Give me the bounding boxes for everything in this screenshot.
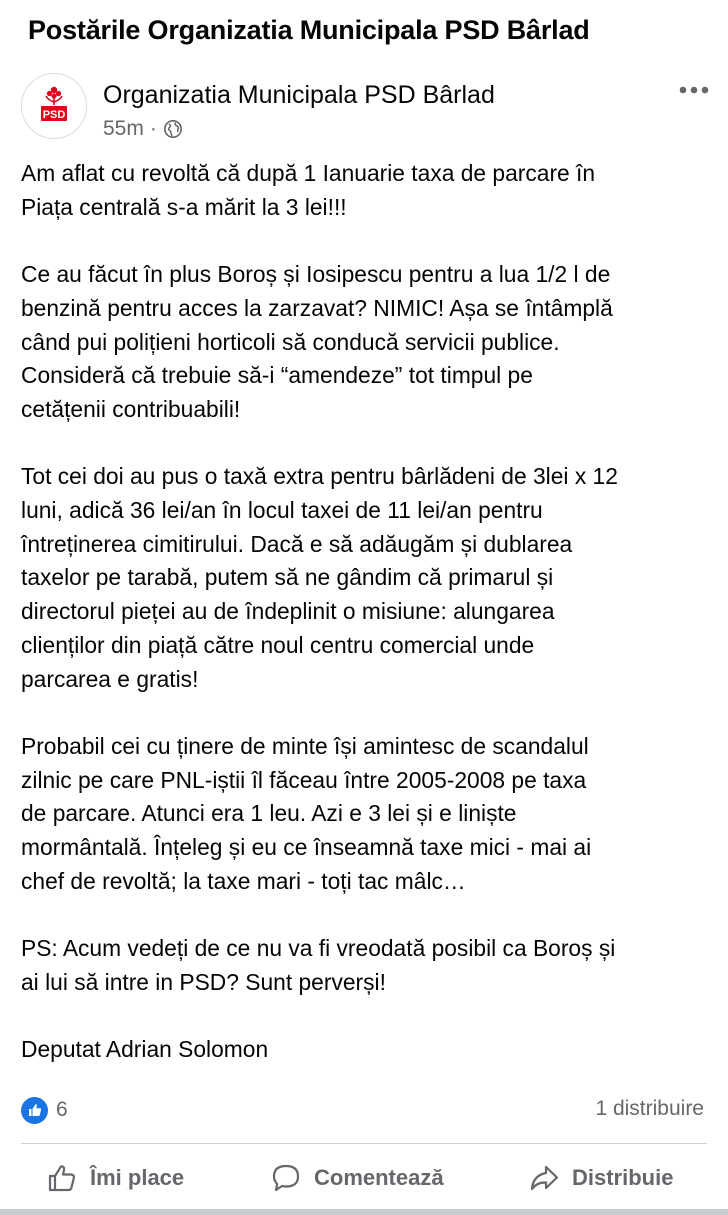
post-text-line: Ce au făcut în plus Boroș și Iosipescu pentru a lua 1/2 l de — [21, 261, 611, 288]
paragraph-gap — [21, 898, 721, 932]
post-text-line: Consideră că trebuie să-i “amendeze” tot timpul pe — [21, 362, 533, 389]
reaction-summary[interactable] — [21, 1096, 68, 1124]
paragraph-gap — [21, 427, 721, 461]
avatar-label: PSD — [42, 109, 66, 121]
share-count[interactable]: 1 distribuire — [595, 1097, 704, 1120]
post-text-line: PS: Acum vedeți de ce nu va fi vreodată posibil ca Boroș și — [21, 935, 616, 962]
paragraph-gap — [21, 696, 721, 730]
divider — [21, 1143, 707, 1144]
paragraph-gap — [21, 224, 721, 258]
like-reaction-icon — [21, 1097, 48, 1124]
post-text-line: mormântală. Înțeleg și eu ce înseamnă taxe mici - mai ai — [21, 834, 592, 861]
globe-icon — [163, 119, 183, 139]
comment-label: Comentează — [314, 1165, 444, 1190]
post-text-line: Piața centrală s-a mărit la 3 lei!!! — [21, 193, 347, 220]
post-text-line: Am aflat cu revoltă că după 1 Ianuarie taxa de parcare în — [21, 160, 596, 186]
post-text-line: întreținerea cimitirului. Dacă e să adăugăm și dublarea — [21, 530, 573, 557]
author-name[interactable]: Organizatia Municipala PSD Bârlad — [103, 81, 495, 109]
post-text-line: chef de revoltă; la taxe mari - toți tac mâlc… — [21, 867, 466, 894]
comment-icon — [270, 1162, 302, 1194]
share-arrow-icon — [528, 1162, 560, 1194]
post-actions — [0, 1150, 728, 1206]
post-text-line: taxelor pe tarabă, putem să ne gândim că primarul și — [21, 564, 554, 591]
post-text-line: luni, adică 36 lei/an în locul taxei de 11 lei/an pentru — [21, 497, 543, 523]
like-label: Îmi place — [90, 1165, 185, 1190]
post-text-line: Tot cei doi au pus o taxă extra pentru bârlădeni de 3lei x 12 — [21, 463, 618, 490]
post-text-line: cetățenii contribuabili! — [21, 395, 241, 422]
page-title: Postările Organizatia Municipala PSD Bârlad — [28, 15, 590, 45]
like-button[interactable] — [46, 1158, 184, 1198]
avatar[interactable] — [21, 73, 87, 139]
more-horizontal-icon[interactable] — [678, 82, 710, 98]
post-text-line: de parcare. Atunci era 1 leu. Azi e 3 lei și e liniște — [21, 800, 517, 827]
paragraph-gap — [21, 1000, 721, 1034]
post-text-line: Probabil cei cu ținere de minte își amintesc de scandalul — [21, 732, 589, 759]
reaction-count: 6 — [56, 1098, 68, 1121]
comment-button[interactable] — [270, 1158, 444, 1198]
meta-separator: · — [149, 117, 157, 140]
post-text-line: parcarea e gratis! — [21, 665, 199, 692]
post-body — [21, 157, 721, 1067]
post-time[interactable]: 55m — [103, 117, 144, 140]
post-meta — [103, 116, 183, 142]
post-text-line: ai lui să intre in PSD? Sunt perverși! — [21, 968, 386, 995]
share-button[interactable] — [528, 1158, 673, 1198]
post-text-line: benzină pentru acces la zarzavat? NIMIC! Așa se întâmplă — [21, 294, 613, 321]
post-text-line: Deputat Adrian Solomon — [21, 1036, 269, 1063]
psd-logo-icon — [22, 74, 86, 138]
share-label: Distribuie — [572, 1165, 674, 1190]
thumbs-up-icon — [46, 1162, 78, 1194]
post-text-line: directorul pieței au de îndeplinit o misiune: alungarea — [21, 598, 555, 625]
post-text-line: când pui polițieni horticoli să conducă servicii publice. — [21, 328, 560, 355]
bottom-separator — [0, 1209, 728, 1215]
post-text-line: clienților din piață către noul centru comercial unde — [21, 631, 535, 658]
post-text-line: zilnic pe care PNL-iștii îl făceau între 2005-2008 pe taxa — [21, 766, 587, 793]
